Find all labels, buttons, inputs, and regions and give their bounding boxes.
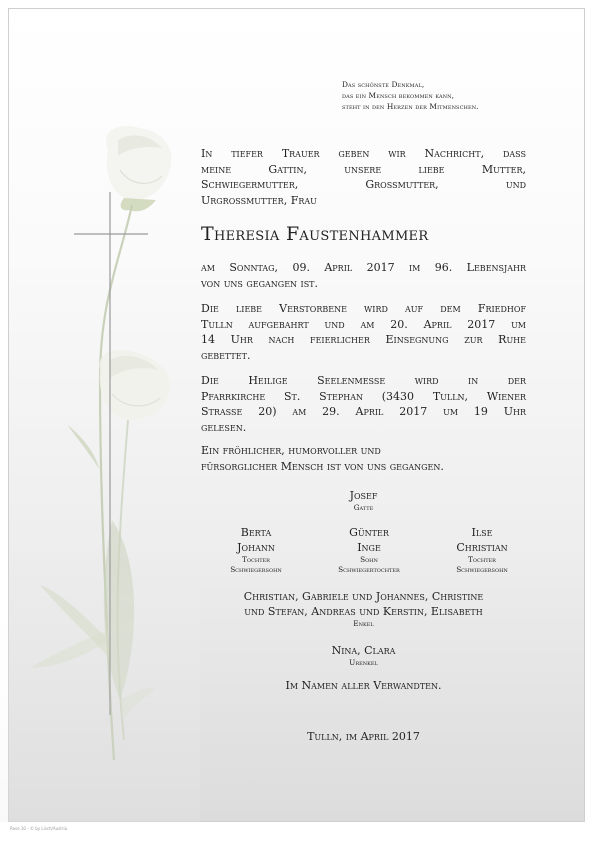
death-notice [201,260,526,291]
spouse-relation: Gatte [353,503,374,512]
burial-line: Die liebe Verstorbene wird auf dem Friedhof [201,302,526,315]
mass-line: gelesen. [201,420,247,434]
great-grandchildren-relation: Urenkel [349,658,378,667]
deceased-name: Theresia Faustenhammer [201,223,429,245]
spouse-block [201,488,526,513]
white-roses-illustration [0,0,200,842]
child-name: Günter [349,526,389,539]
motto-quote [342,79,542,112]
great-grandchildren-names: Nina, Clara [331,644,396,657]
child-partner-name: Inge [357,541,381,554]
intro-line: meine Gattin, unsere liebe Mutter, [201,162,526,176]
great-grandchildren-block [201,643,526,668]
child-block [422,525,542,575]
child-partner-relation: Schwiegersohn [230,565,282,574]
tribute-line: fürsorglicher Mensch ist von uns gegangen. [201,459,444,473]
grandchildren-names: und Stefan, Andreas und Kerstin, Elisabeth [244,605,483,618]
intro-line: Urgrossmutter, Frau [201,193,317,207]
mass-line: Die Heilige Seelenmesse wird in der [201,374,526,387]
motto-line: Das schönste Denkmal, [342,80,425,89]
mass-line: Strasse 20) am 29. April 2017 um 19 Uhr [201,405,526,418]
mass-line: Pfarrkirche St. Stephan (3430 Tulln, Wiener [201,389,526,403]
burial-info [201,301,526,363]
image-credit: Rose 10 - © by Lisch/Austria [10,826,68,831]
grandchildren-relation: Enkel [353,619,374,628]
death-notice-line: von uns gegangen ist. [201,276,319,290]
burial-line: gebettet. [201,348,251,362]
child-block [196,525,316,575]
child-relation: Tochter [468,555,496,564]
child-relation: Tochter [242,555,270,564]
child-relation: Sohn [360,555,378,564]
child-partner-relation: Schwiegertochter [338,565,400,574]
burial-line: 14 Uhr nach feierlicher Einsegnung zur Ruhe [201,333,526,346]
tribute-line: Ein fröhlicher, humorvoller und [201,444,381,457]
death-notice-line: am Sonntag, 09. April 2017 im 96. Lebensjahr [201,261,526,274]
tribute [201,443,526,474]
child-partner-relation: Schwiegersohn [456,565,508,574]
motto-line: das ein Mensch bekommen kann, [342,91,455,100]
grandchildren-names: Christian, Gabriele und Johannes, Christine [243,590,484,603]
rose-upper-icon [106,126,171,211]
intro-line: In tiefer Trauer geben wir Nachricht, dass [201,147,526,160]
place-date: Tulln, im April 2017 [307,730,420,743]
child-partner-name: Christian [456,541,508,554]
intro-text [201,146,526,208]
child-name: Berta [240,526,272,539]
burial-line: Tulln aufgebahrt und am 20. April 2017 um [201,317,526,331]
child-name: Ilse [471,526,493,539]
child-block [309,525,429,575]
closing-line: Im Namen aller Verwandten. [285,679,442,692]
motto-line: steht in den Herzen der Mitmenschen. [342,102,479,111]
mass-info [201,373,526,435]
spouse-name: Josef [349,489,378,502]
intro-line: Schwiegermutter, Grossmutter, und [201,178,526,191]
child-partner-name: Johann [237,541,275,554]
grandchildren-block [191,589,536,629]
